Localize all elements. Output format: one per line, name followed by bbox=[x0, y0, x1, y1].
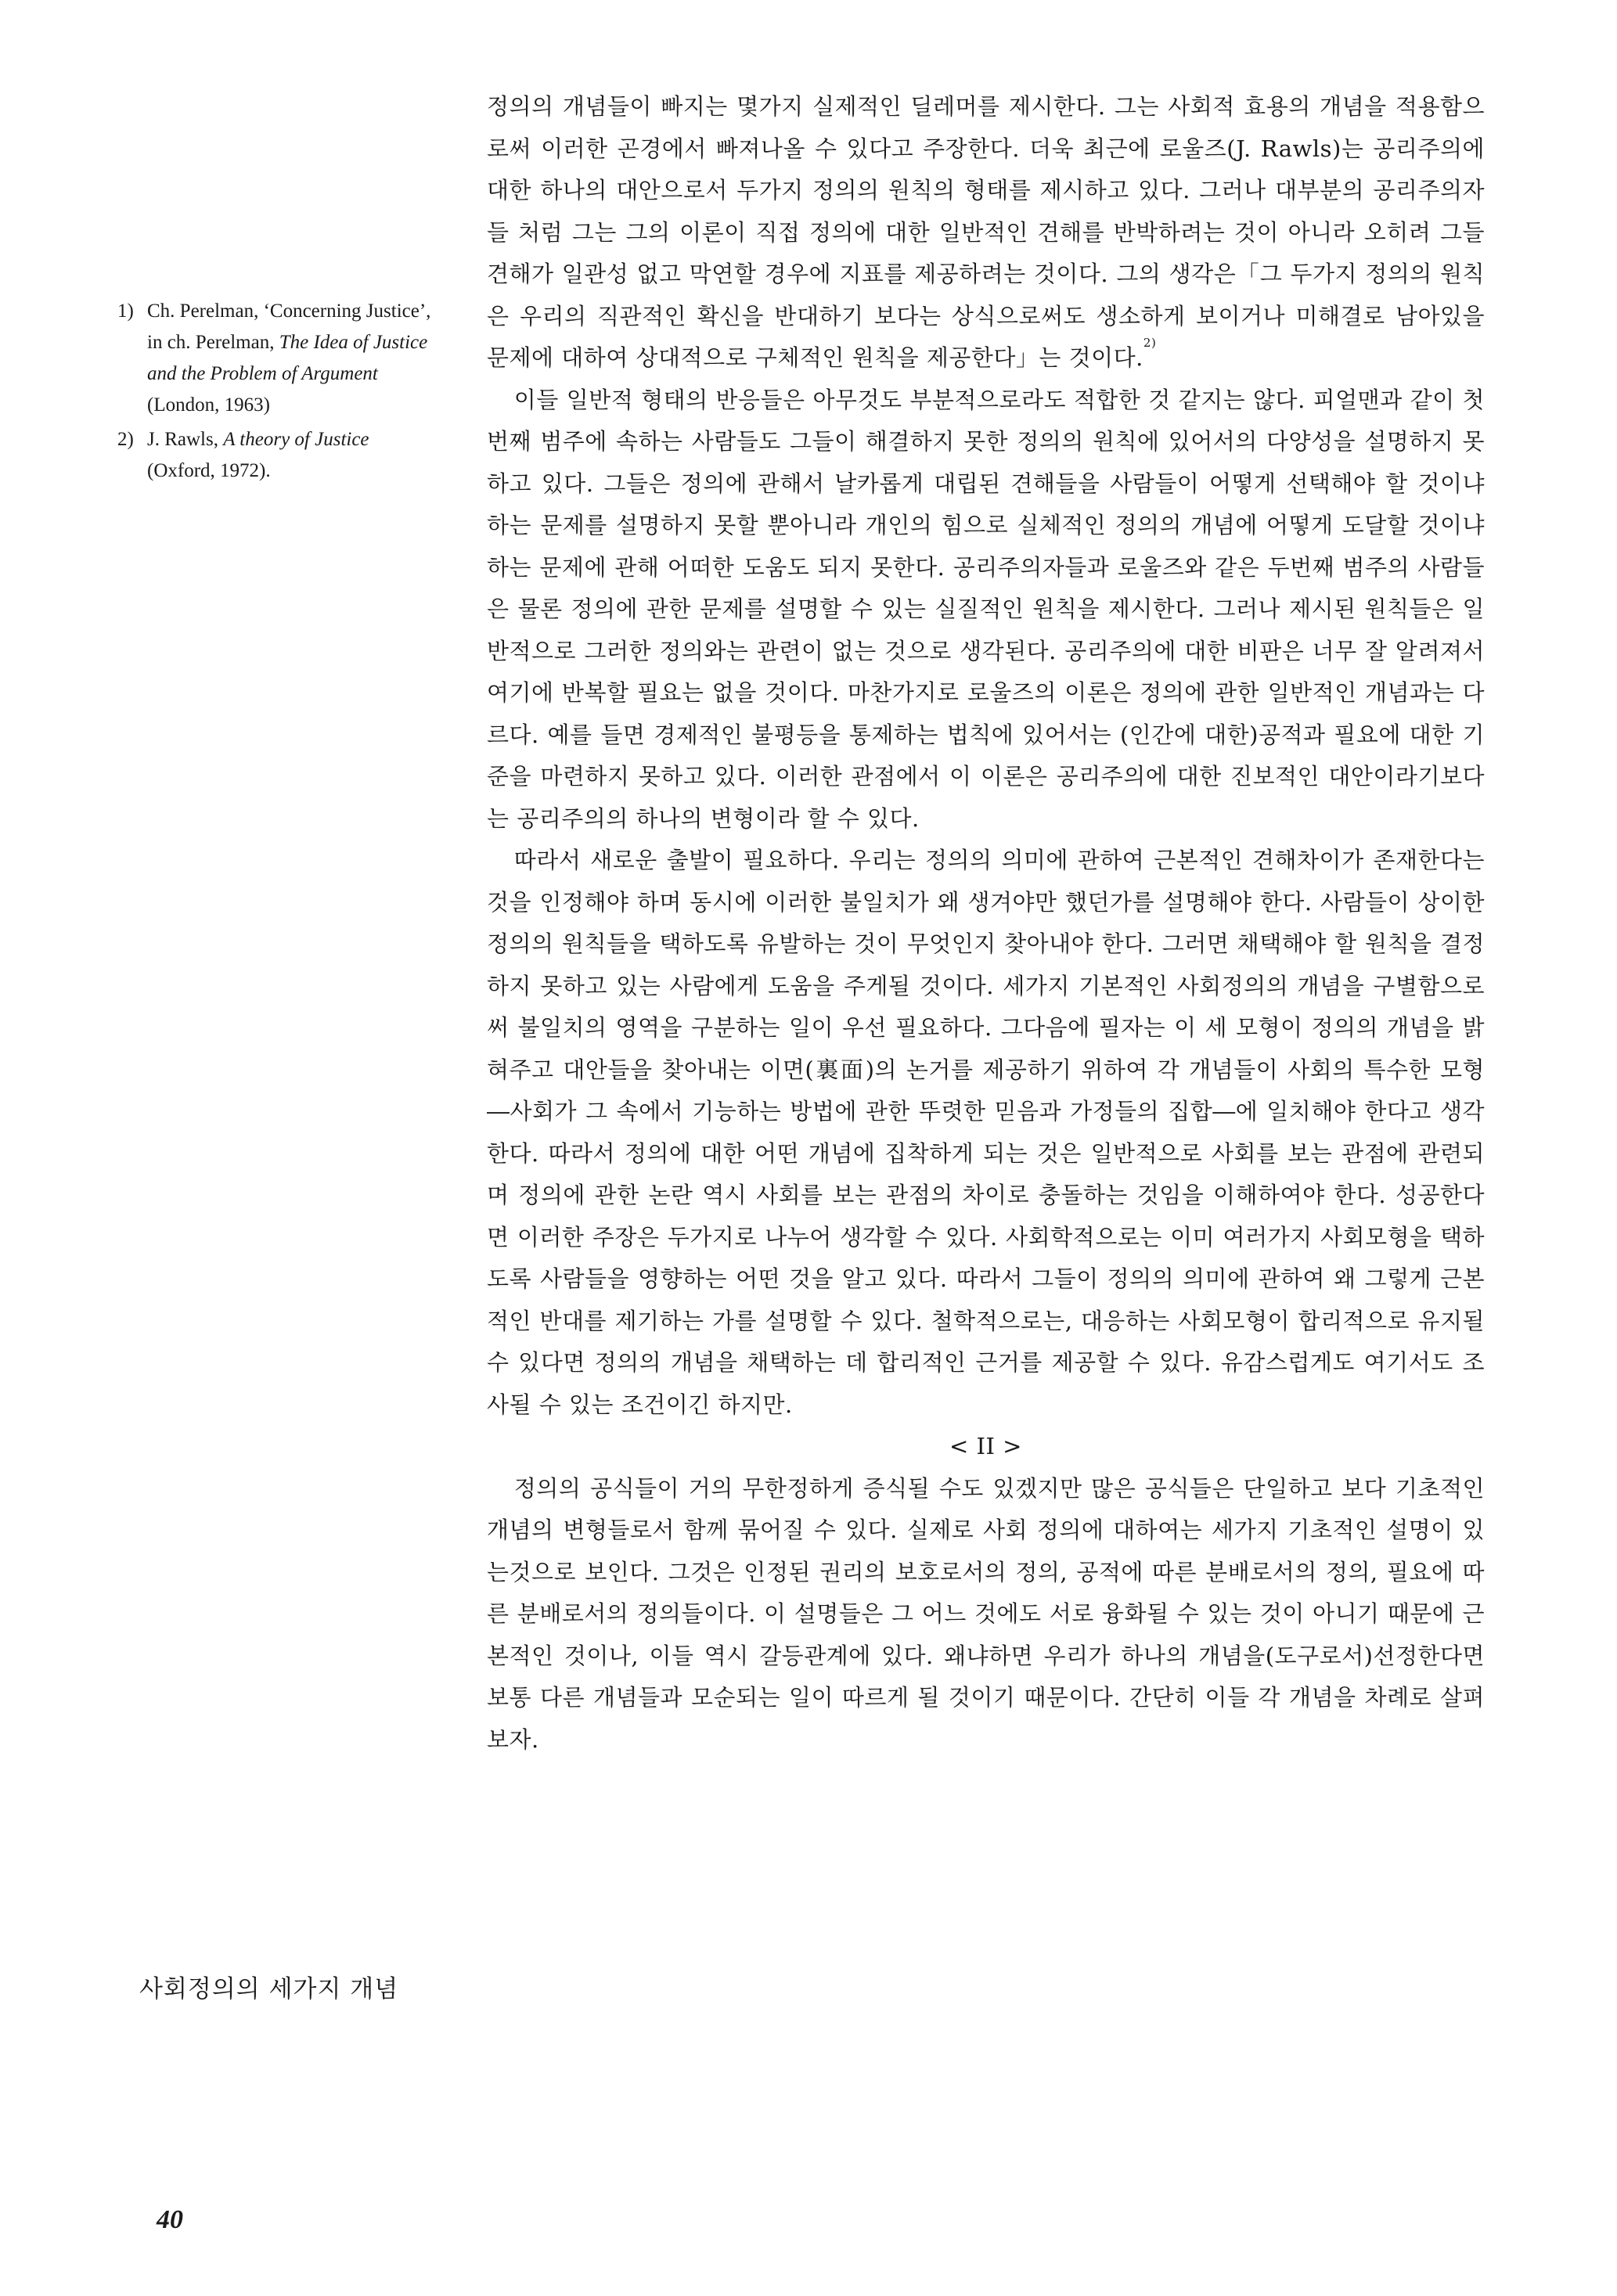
footnote-publication: (Oxford, 1972). bbox=[147, 460, 271, 481]
footnote-list bbox=[117, 296, 438, 487]
paragraph: 이들 일반적 형태의 반응들은 아무것도 부분적으로라도 적합한 것 같지는 않다. 피얼맨과 같이 첫번째 범주에 속하는 사람들도 그들이 해결하지 못한 정의의 원칙에 있어서의 다양성을 설명하지 못하고 있다. 그들은 정의에 관해서 날카롭게 대립된 견해들을 사람들이 어떻게 선택해야 할 것이냐 하는 문제를 설명하지 못할 뿐아니라 개인의 힘으로 실체적인 정의의 개념에 어떻게 도달할 것이냐 하는 문제에 관해 어떠한 도움도 되지 못한다. 공리주의자들과 로울즈와 같은 두번째 범주의 사람들은 물론 정의에 관한 문제를 설명할 수 있는 실질적인 원칙을 제시한다. 그러나 제시된 원칙들은 일반적으로 그러한 정의와는 관련이 없는 것으로 생각된다. 공리주의에 대한 비판은 너무 잘 알려져서 여기에 반복할 필요는 없을 것이다. 마찬가지로 로울즈의 이론은 정의에 관한 일반적인 개념과는 다르다. 예를 들면 경제적인 불평등을 통제하는 법칙에 있어서는 (인간에 대한)공적과 필요에 대한 기준을 마련하지 못하고 있다. 이러한 관점에서 이 이론은 공리주의에 대한 진보적인 대안이라기보다는 공리주의의 하나의 변형이라 할 수 있다. bbox=[487, 386, 1485, 832]
paragraph: 정의의 공식들이 거의 무한정하게 증식될 수도 있겠지만 많은 공식들은 단일하고 보다 기초적인 개념의 변형들로서 함께 묶어질 수 있다. 실제로 사회 정의에 대하여는 세가지 기초적인 설명이 있는것으로 보인다. 그것은 인정된 권리의 보호로서의 정의, 공적에 따른 분배로서의 정의, 필요에 따른 분배로서의 정의들이다. 이 설명들은 그 어느 것에도 서로 융화될 수 있는 것이 아니기 때문에 근본적인 것이나, 이들 역시 갈등관계에 있다. 왜냐하면 우리가 하나의 개념을(도구로서)선정한다면 보통 다른 개념들과 모순되는 일이 따르게 될 것이기 때문이다. 간단히 이들 각 개념을 차례로 살펴보자. bbox=[487, 1474, 1485, 1753]
section-marker: < II > bbox=[949, 1433, 1022, 1459]
footnote-number: 1) bbox=[117, 300, 134, 322]
page-number: 40 bbox=[157, 2205, 183, 2234]
footnote-number: 2) bbox=[117, 429, 134, 450]
main-text bbox=[487, 86, 1485, 1761]
paragraph-text: 정의의 개념들이 빠지는 몇가지 실제적인 딜레머를 제시한다. 그는 사회적 효용의 개념을 적용함으로써 이러한 곤경에서 빠져나올 수 있다고 주장한다. 더욱 최근에 로울즈(J. Rawls)는 공리주의에 대한 하나의 대안으로서 두가지 정의의 원칙의 형태를 제시하고 있다. 그러나 대부분의 공리주의자들 처럼 그는 그의 이론이 직접 정의에 대한 일반적인 견해를 반박하려는 것이 아니라 오히려 그들 견해가 일관성 없고 막연할 경우에 지표를 제공하려는 것이다. 그의 생각은「그 두가지 정의의 원칙은 우리의 직관적인 확신을 반대하기 보다는 상식으로써도 생소하게 보이거나 미해결로 남아있을 문제에 대하여 상대적으로 구체적인 원칙을 제공한다」는 것이다. bbox=[487, 93, 1485, 371]
footnote-publication: (London, 1963) bbox=[147, 394, 270, 416]
footnotes bbox=[117, 296, 438, 490]
footnote-book-title: The Idea of Justice and the Problem of Argument bbox=[147, 332, 428, 384]
footnote-text: Ch. Perelman, ‘Concerning Justice’, in ch. Perelman, bbox=[147, 300, 431, 353]
footnote-ref: 2) bbox=[1143, 336, 1157, 350]
footnote-2 bbox=[117, 424, 438, 487]
section-heading: 사회정의의 세가지 개념 bbox=[139, 1975, 399, 2003]
footnote-1 bbox=[117, 296, 438, 421]
footnote-text: J. Rawls, bbox=[147, 429, 224, 450]
footnote-book-title: A theory of Justice bbox=[223, 429, 369, 450]
paragraph: 따라서 새로운 출발이 필요하다. 우리는 정의의 의미에 관하여 근본적인 견해차이가 존재한다는 것을 인정해야 하며 동시에 이러한 불일치가 왜 생겨야만 했던가를 설명해야 한다. 사람들이 상이한 정의의 원칙들을 택하도록 유발하는 것이 무엇인지 찾아내야 한다. 그러면 채택해야 할 원칙을 결정하지 못하고 있는 사람에게 도움을 주게될 것이다. 세가지 기본적인 사회정의의 개념을 구별함으로써 불일치의 영역을 구분하는 일이 우선 필요하다. 그다음에 필자는 이 세 모형이 정의의 개념을 밝혀주고 대안들을 찾아내는 이면(裏面)의 논거를 제공하기 위하여 각 개념들이 사회의 특수한 모형 ―사회가 그 속에서 기능하는 방법에 관한 뚜렷한 믿음과 가정들의 집합―에 일치해야 한다고 생각한다. 따라서 정의에 대한 어떤 개념에 집착하게 되는 것은 일반적으로 사회를 보는 관점에 관련되며 정의에 관한 논란 역시 사회를 보는 관점의 차이로 충돌하는 것임을 이해하여야 한다. 성공한다면 이러한 주장은 두가지로 나누어 생각할 수 있다. 사회학적으로는 이미 여러가지 사회모형을 택하도록 사람들을 영향하는 어떤 것을 알고 있다. 따라서 그들이 정의의 의미에 관하여 왜 그렇게 근본적인 반대를 제기하는 가를 설명할 수 있다. 철학적으로는, 대응하는 사회모형이 합리적으로 유지될 수 있다면 정의의 개념을 채택하는 데 합리적인 근거를 제공할 수 있다. 유감스럽게도 여기서도 조사될 수 있는 조건이긴 하지만. bbox=[487, 847, 1485, 1418]
paragraph bbox=[487, 86, 1485, 380]
